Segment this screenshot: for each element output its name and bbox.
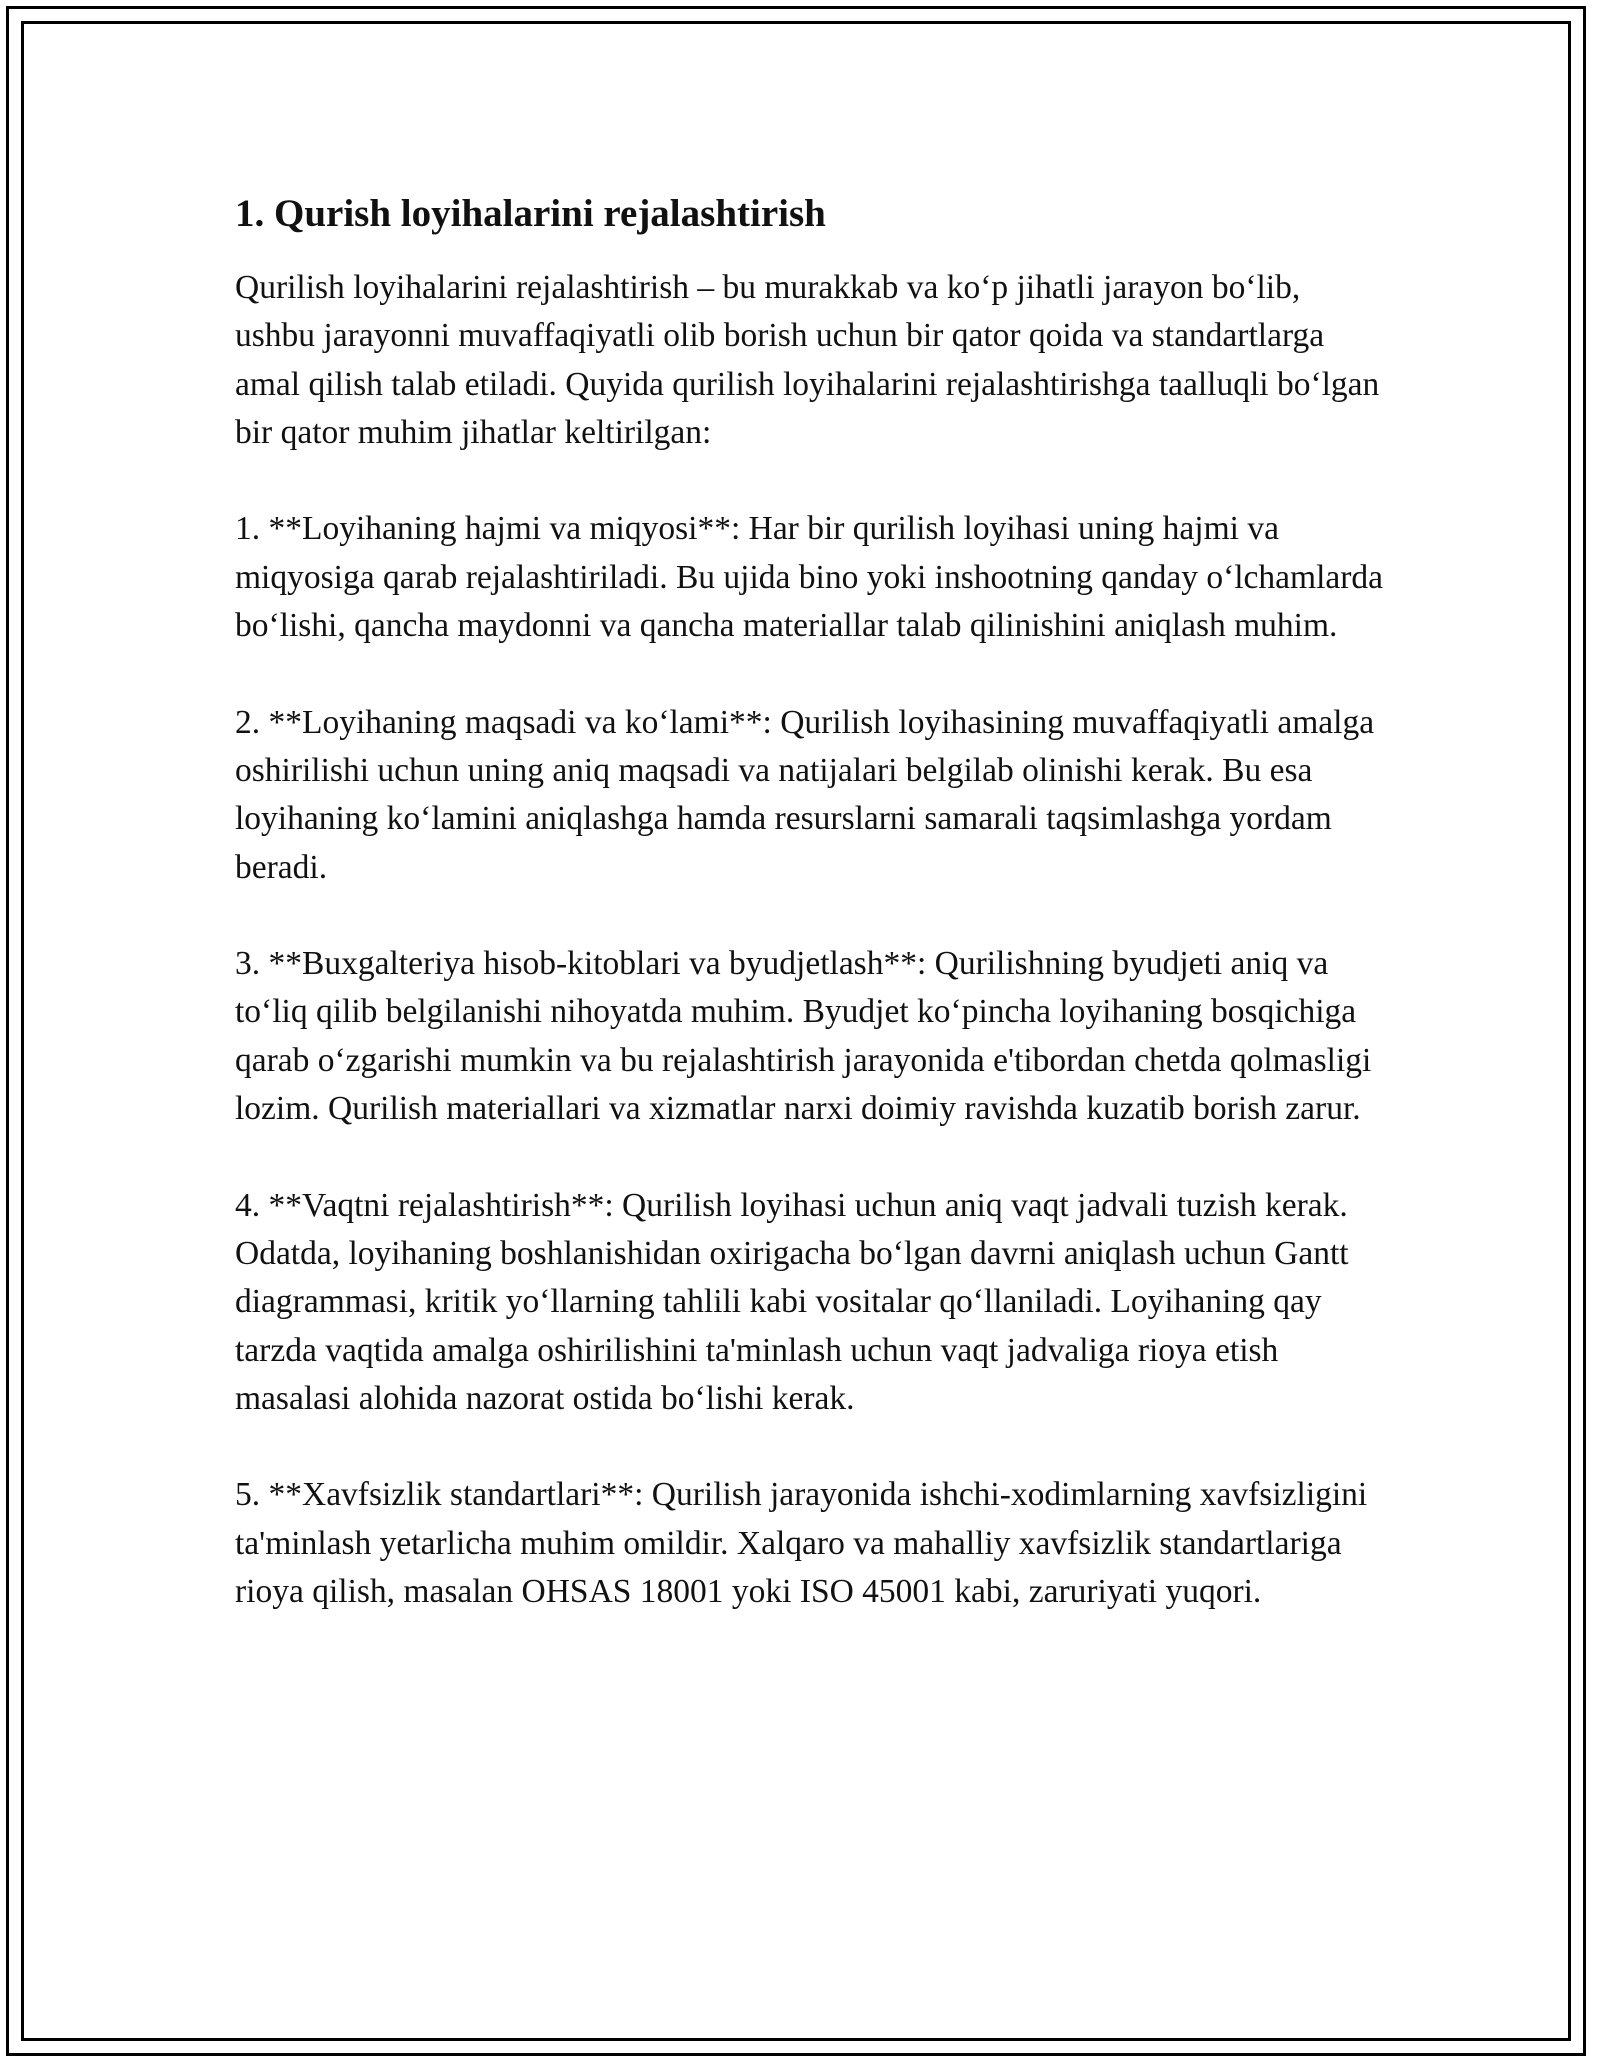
list-item-4: 4. **Vaqtni rejalashtirish**: Qurilish loyihasi uchun aniq vaqt jadvali tuzish kerak. Odatda, loyihaning boshlanishidan oxirigacha boʻlgan davrni aniqlash uchun Gantt diagrammasi, kritik yoʻllarning tahlili kabi vositalar qoʻllaniladi. Loyihaning qay tarzda vaqtida amalga oshirilishini ta'minlash uchun vaqt jadvaliga rioya etish masalasi alohida nazorat ostida boʻlishi kerak. — [235, 1186, 1349, 1417]
section-heading: 1. Qurish loyihalarini rejalashtirish — [235, 192, 826, 235]
list-item-1: 1. **Loyihaning hajmi va miqyosi**: Har bir qurilish loyihasi uning hajmi va miqyosiga qarab rejalashtiriladi. Bu ujida bino yoki inshootning qanday oʻlchamlarda boʻlishi, qancha maydonni va qancha materiallar talab qilinishini aniqlash muhim. — [235, 510, 1384, 645]
list-item-5: 5. **Xavfsizlik standartlari**: Qurilish jarayonida ishchi-xodimlarning xavfsizligini ta'minlash yetarlicha muhim omildir. Xalqaro va mahalliy xavfsizlik standartlariga rioya qilish, masalan OHSAS 18001 yoki ISO 45001 kabi, zaruriyati yuqori. — [235, 1476, 1368, 1611]
list-item-3: 3. **Buxgalteriya hisob-kitoblari va byudjetlash**: Qurilishning byudjeti aniq va toʻliq qilib belgilanishi nihoyatda muhim. Byudjet koʻpincha loyihaning bosqichiga qarab oʻzgarishi mumkin va bu rejalashtirish jarayonida e'tibordan chetda qolmasligi lozim. Qurilish materiallari va xizmatlar narxi doimiy ravishda kuzatib borish zarur. — [235, 945, 1372, 1128]
document-body — [235, 186, 1385, 1665]
list-item-2: 2. **Loyihaning maqsadi va koʻlami**: Qurilish loyihasining muvaffaqiyatli amalga oshirilishi uchun uning aniq maqsadi va natijalari belgilab olinishi kerak. Bu esa loyihaning koʻlamini aniqlashga hamda resurslarni samarali taqsimlashga yordam beradi. — [235, 703, 1375, 886]
intro-paragraph: Qurilish loyihalarini rejalashtirish – bu murakkab va koʻp jihatli jarayon boʻlib, ushbu jarayonni muvaffaqiyatli olib borish uchun bir qator qoida va standartlarga amal qilish talab etiladi. Quyida qurilish loyihalarini rejalashtirishga taalluqli boʻlgan bir qator muhim jihatlar keltirilgan: — [235, 269, 1380, 451]
